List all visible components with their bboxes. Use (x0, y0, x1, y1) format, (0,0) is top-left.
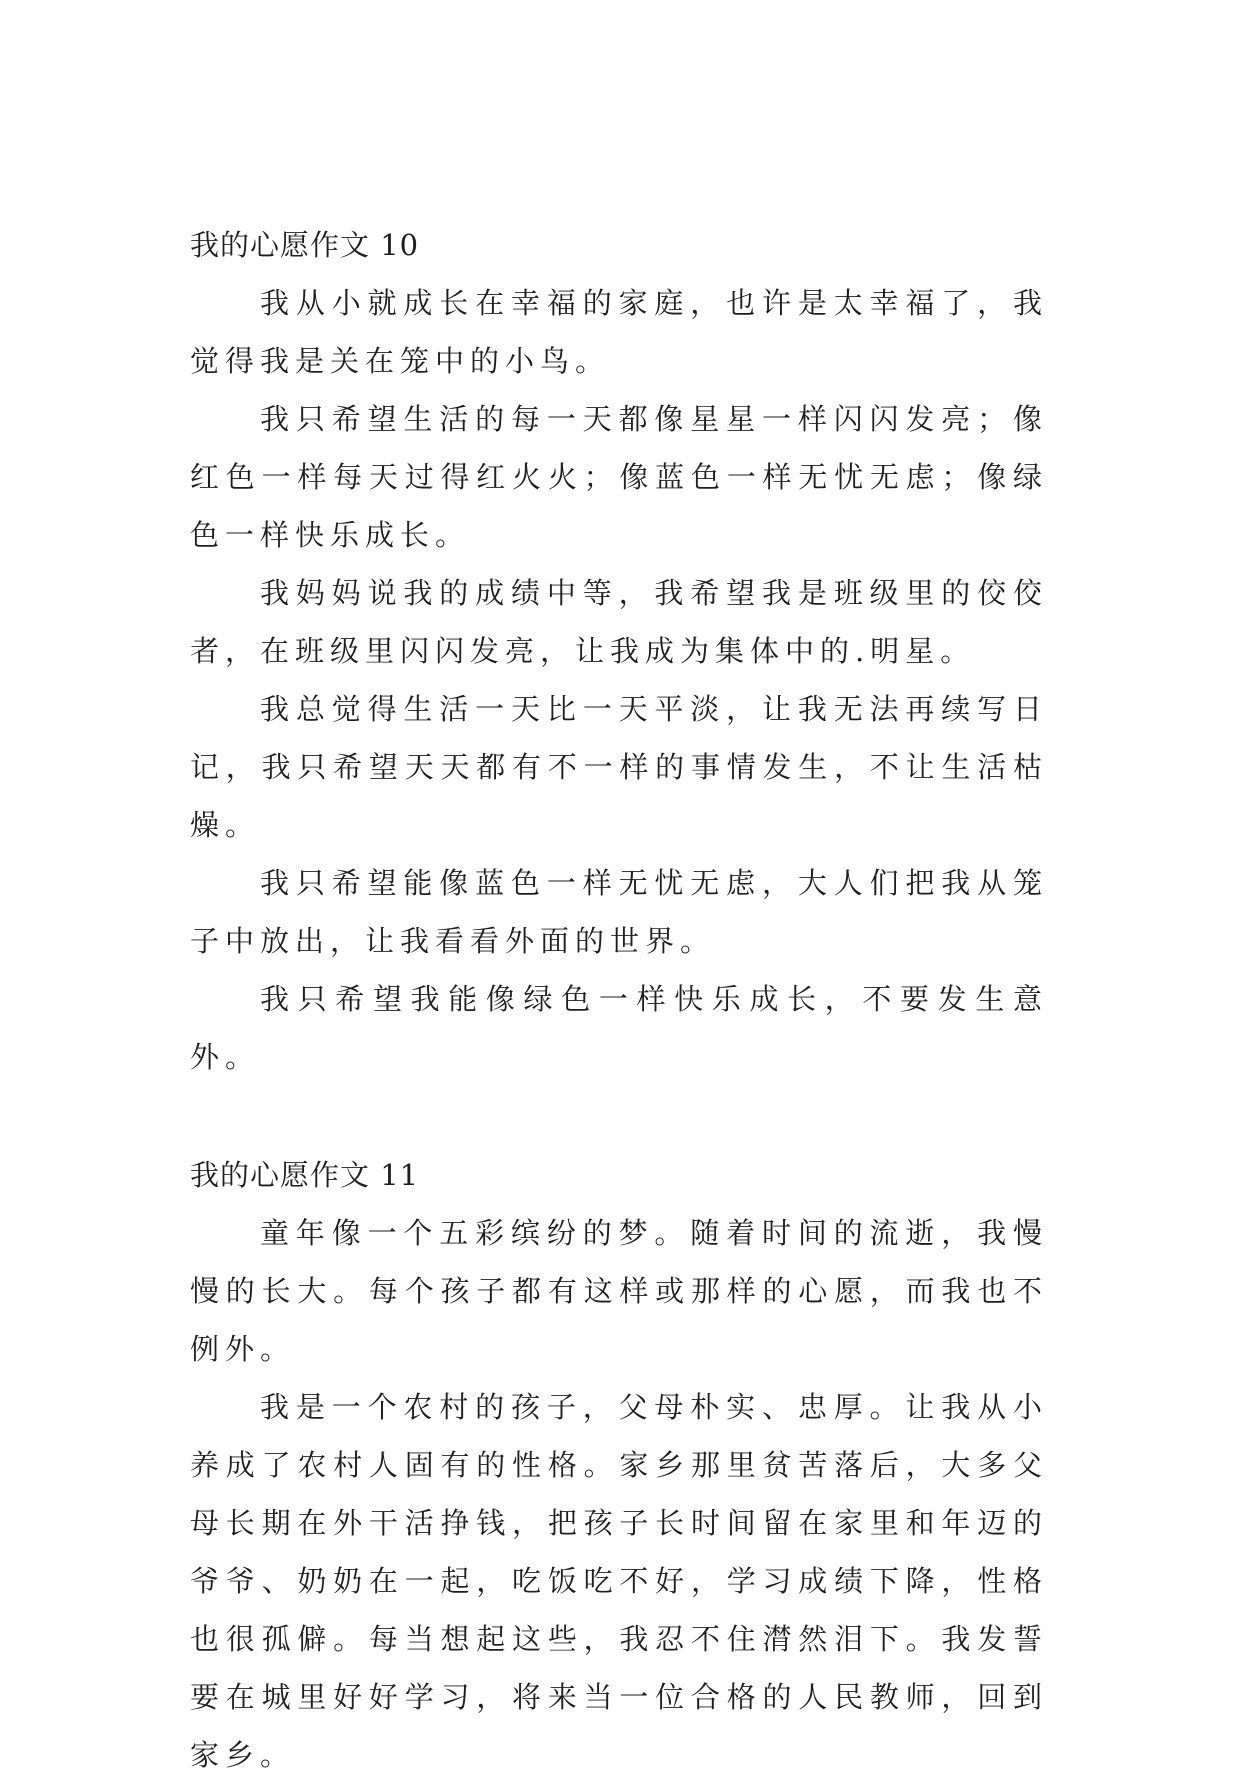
paragraph: 我妈妈说我的成绩中等，我希望我是班级里的佼佼者，在班级里闪闪发亮，让我成为集体中的.明星。 (190, 576, 1048, 668)
paragraph: 童年像一个五彩缤纷的梦。随着时间的流逝，我慢慢的长大。每个孩子都有这样或那样的心愿，而我也不例外。 (190, 1216, 1048, 1366)
paragraph: 我从小就成长在幸福的家庭，也许是太幸福了，我觉得我是关在笼中的小鸟。 (190, 286, 1048, 378)
paragraph: 我只希望能像蓝色一样无忧无虑，大人们把我从笼子中放出，让我看看外面的世界。 (190, 866, 1048, 958)
section-title: 我的心愿作文 10 (190, 228, 420, 262)
section-spacer (190, 1086, 1048, 1146)
paragraph: 我只希望生活的每一天都像星星一样闪闪发亮；像红色一样每天过得红火火；像蓝色一样无忧无虑；像绿色一样快乐成长。 (190, 402, 1048, 552)
essay-section-10 (190, 216, 1048, 1086)
paragraph: 我只希望我能像绿色一样快乐成长，不要发生意外。 (190, 982, 1048, 1074)
section-title: 我的心愿作文 11 (190, 1158, 420, 1192)
document-body (190, 216, 1048, 1784)
paragraph: 我总觉得生活一天比一天平淡，让我无法再续写日记，我只希望天天都有不一样的事情发生，不让生活枯燥。 (190, 692, 1048, 842)
essay-section-11 (190, 1146, 1048, 1784)
paragraph: 我是一个农村的孩子，父母朴实、忠厚。让我从小养成了农村人固有的性格。家乡那里贫苦落后，大多父母长期在外干活挣钱，把孩子长时间留在家里和年迈的爷爷、奶奶在一起，吃饭吃不好，学习成绩下降，性格也很孤僻。每当想起这些，我忍不住潸然泪下。我发誓要在城里好好学习，将来当一位合格的人民教师，回到家乡。 (190, 1390, 1048, 1772)
